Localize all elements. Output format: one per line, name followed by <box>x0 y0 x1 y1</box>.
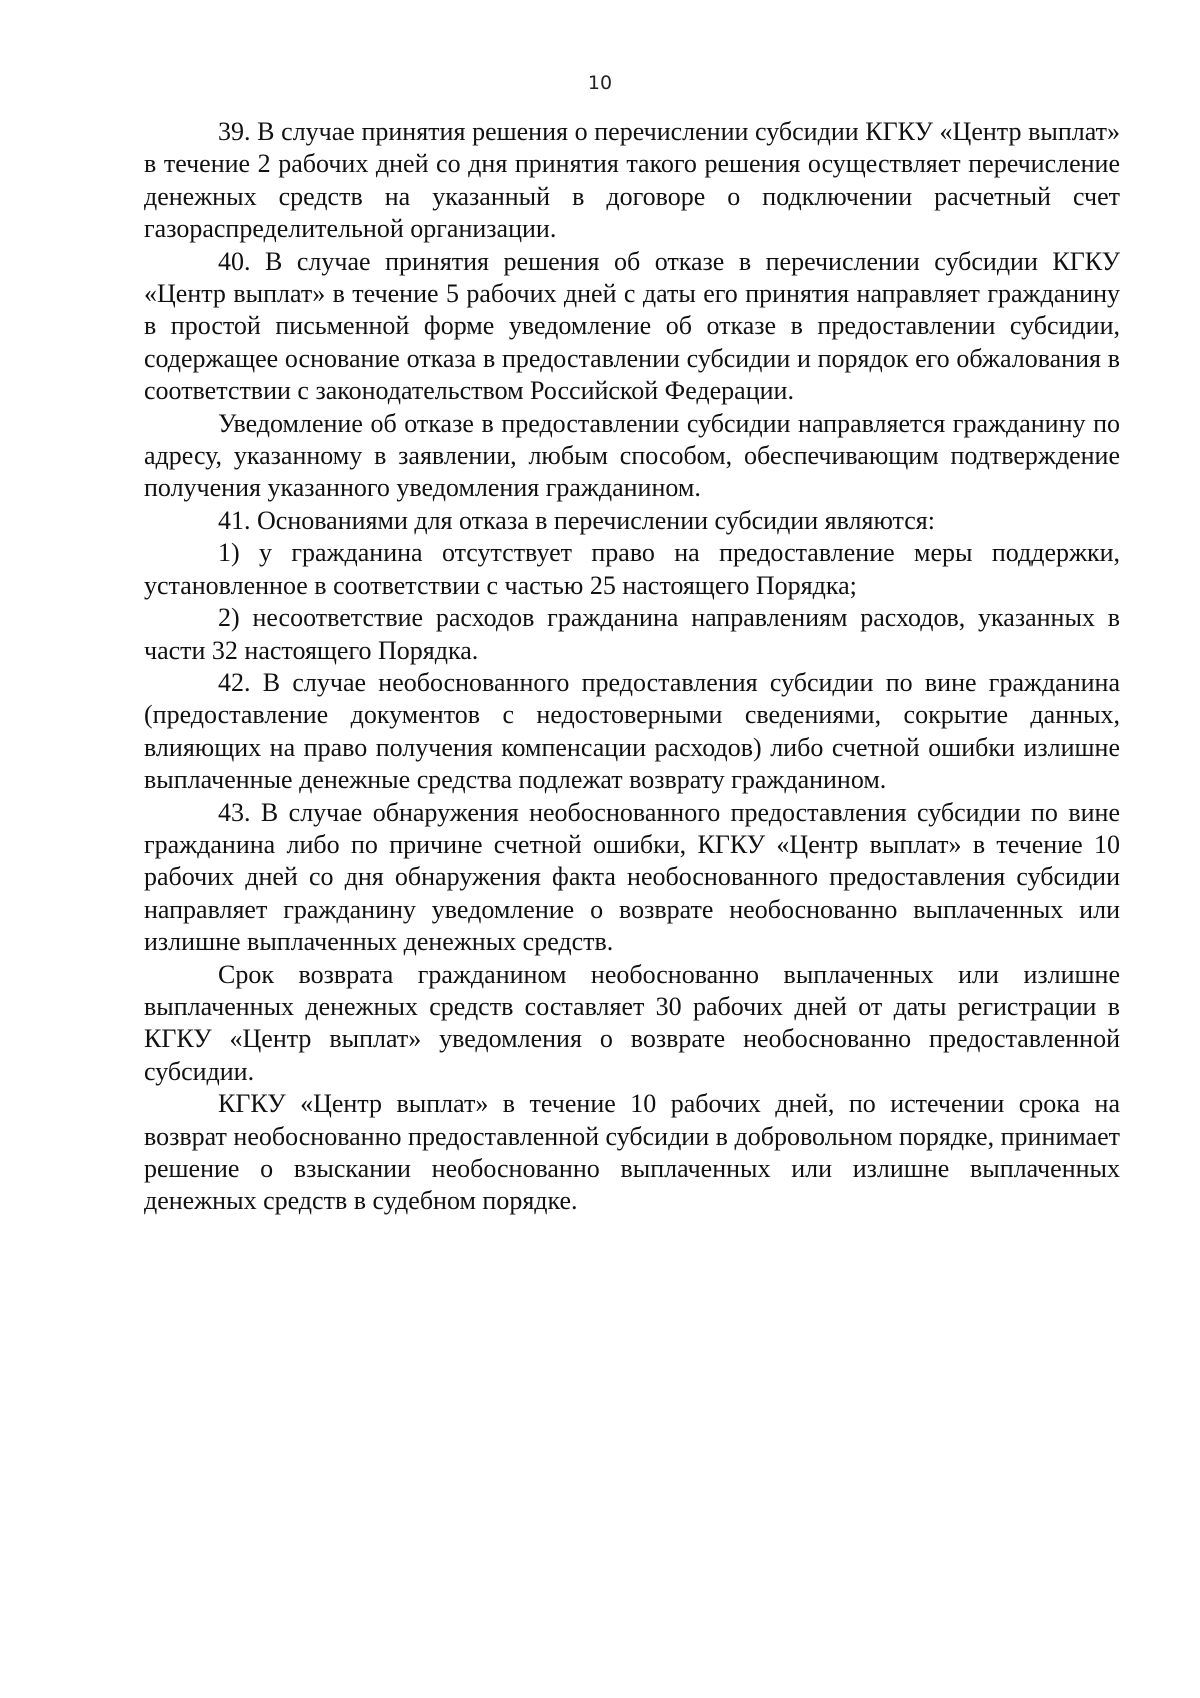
paragraph-40: 40. В случае принятия решения об отказе в перечислении субсидии КГКУ «Центр выплат» в течение 5 рабочих дней с даты его принятия направляет гражданину в простой письменной форме уведомление об отказе в предоставлении субсидии, содержащее основание отказа в предоставлении субсидии и порядок его обжалования в соответствии с законодательством Российской Федерации. <box>144 246 1120 406</box>
paragraph-41-item-1: 1) у гражданина отсутствует право на предоставление меры поддержки, установленное в соответствии с частью 25 настоящего Порядка; <box>144 538 1120 600</box>
paragraph-refusal-notice: Уведомление об отказе в предоставлении субсидии направляется гражданину по адресу, указанному в заявлении, любым способом, обеспечивающим подтверждение получения указанного уведомления гражданином. <box>144 408 1120 503</box>
paragraph-42: 42. В случае необоснованного предоставления субсидии по вине гражданина (предоставление документов с недостоверными сведениями, сокрытие данных, влияющих на право получения компенсации расходов) либо счетной ошибки излишне выплаченные денежные средства подлежат возврату гражданином. <box>144 667 1120 795</box>
paragraph-43: 43. В случае обнаружения необоснованного предоставления субсидии по вине гражданина либо по причине счетной ошибки, КГКУ «Центр выплат» в течение 10 рабочих дней со дня обнаружения факта необоснованного предоставления субсидии направляет гражданину уведомление о возврате необоснованно выплаченных или излишне выплаченных денежных средств. <box>144 797 1120 957</box>
page-number: 10 <box>587 72 613 94</box>
paragraph-41: 41. Основаниями для отказа в перечислении субсидии являются: <box>218 505 935 535</box>
paragraph-39: 39. В случае принятия решения о перечислении субсидии КГКУ «Центр выплат» в течение 2 рабочих дней со дня принятия такого решения осуществляет перечисление денежных средств на указанный в договоре о подключении расчетный счет газораспределительной организации. <box>144 117 1120 244</box>
paragraph-41-item-2: 2) несоответствие расходов гражданина направлениям расходов, указанных в части 32 настоящего Порядка. <box>144 603 1120 665</box>
paragraph-recovery-decision: КГКУ «Центр выплат» в течение 10 рабочих дней, по истечении срока на возврат необоснованно предоставленной субсидии в добровольном порядке, принимает решение о взыскании необоснованно выплаченных или излишне выплаченных денежных средств в судебном порядке. <box>144 1089 1120 1216</box>
paragraph-return-term: Срок возврата гражданином необоснованно выплаченных или излишне выплаченных денежных средств составляет 30 рабочих дней от даты регистрации в КГКУ «Центр выплат» уведомления о возврате необоснованно предоставленной субсидии. <box>144 959 1120 1086</box>
document-body <box>144 116 1120 1218</box>
